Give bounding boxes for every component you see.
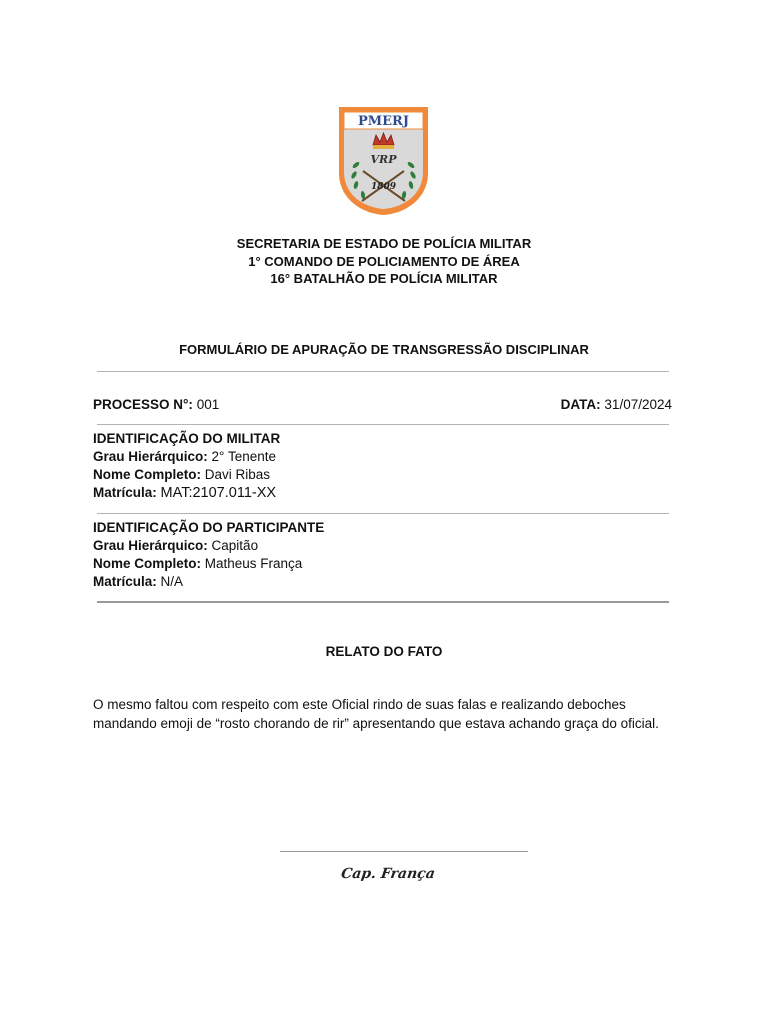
processo-value: 001 [196,397,220,412]
militar-grau: 2° Tenente [211,449,277,464]
data-value: 31/07/2024 [604,397,672,412]
data-label: DATA: [560,397,601,412]
participante-title: IDENTIFICAÇÃO DO PARTICIPANTE [93,520,325,535]
divider [97,371,669,372]
participante-grau: Capitão [211,538,259,553]
militar-nome-label: Nome Completo: [93,467,201,482]
logo-year: 1809 [370,182,397,192]
participante-nome-label: Nome Completo: [93,556,201,571]
militar-matricula-label: Matrícula: [93,485,157,500]
militar-grau-label: Grau Hierárquico: [93,449,208,464]
processo-field [93,396,219,414]
logo-monogram: VRP [370,153,397,166]
participante-grau-label: Grau Hierárquico: [93,538,208,553]
divider [97,513,669,514]
participante-section [93,519,324,591]
data-field [561,396,672,414]
header-line-2: 1° COMANDO DE POLICIAMENTO DE ÁREA [248,253,520,269]
relato-title: RELATO DO FATO [325,644,443,659]
signature: Cap. França [340,866,436,882]
divider [97,601,669,603]
militar-section [93,430,280,502]
relato-text: O mesmo faltou com respeito com este Oficial rindo de suas falas e realizando deboches mandando emoji de “rosto chorando de rir” apresentando que estava achando graça do oficial. [93,697,659,731]
militar-title: IDENTIFICAÇÃO DO MILITAR [93,431,281,446]
militar-matricula: MAT:2107.011-XX [160,485,277,501]
form-title: FORMULÁRIO DE APURAÇÃO DE TRANSGRESSÃO DISCIPLINAR [179,342,589,357]
institution-header [0,235,768,288]
logo-text: PMERJ [357,114,410,129]
header-line-3: 16° BATALHÃO DE POLÍCIA MILITAR [270,271,498,286]
militar-nome: Davi Ribas [204,467,271,482]
divider [97,424,669,425]
crown-icon [373,133,394,149]
header-line-1: SECRETARIA DE ESTADO DE POLÍCIA MILITAR [236,236,532,251]
participante-matricula-label: Matrícula: [93,574,157,589]
participante-nome: Matheus França [204,556,303,571]
signature-line [280,851,528,852]
participante-matricula: N/A [160,574,184,589]
processo-label: PROCESSO N°: [93,397,193,412]
pmerj-shield-logo [336,105,431,217]
